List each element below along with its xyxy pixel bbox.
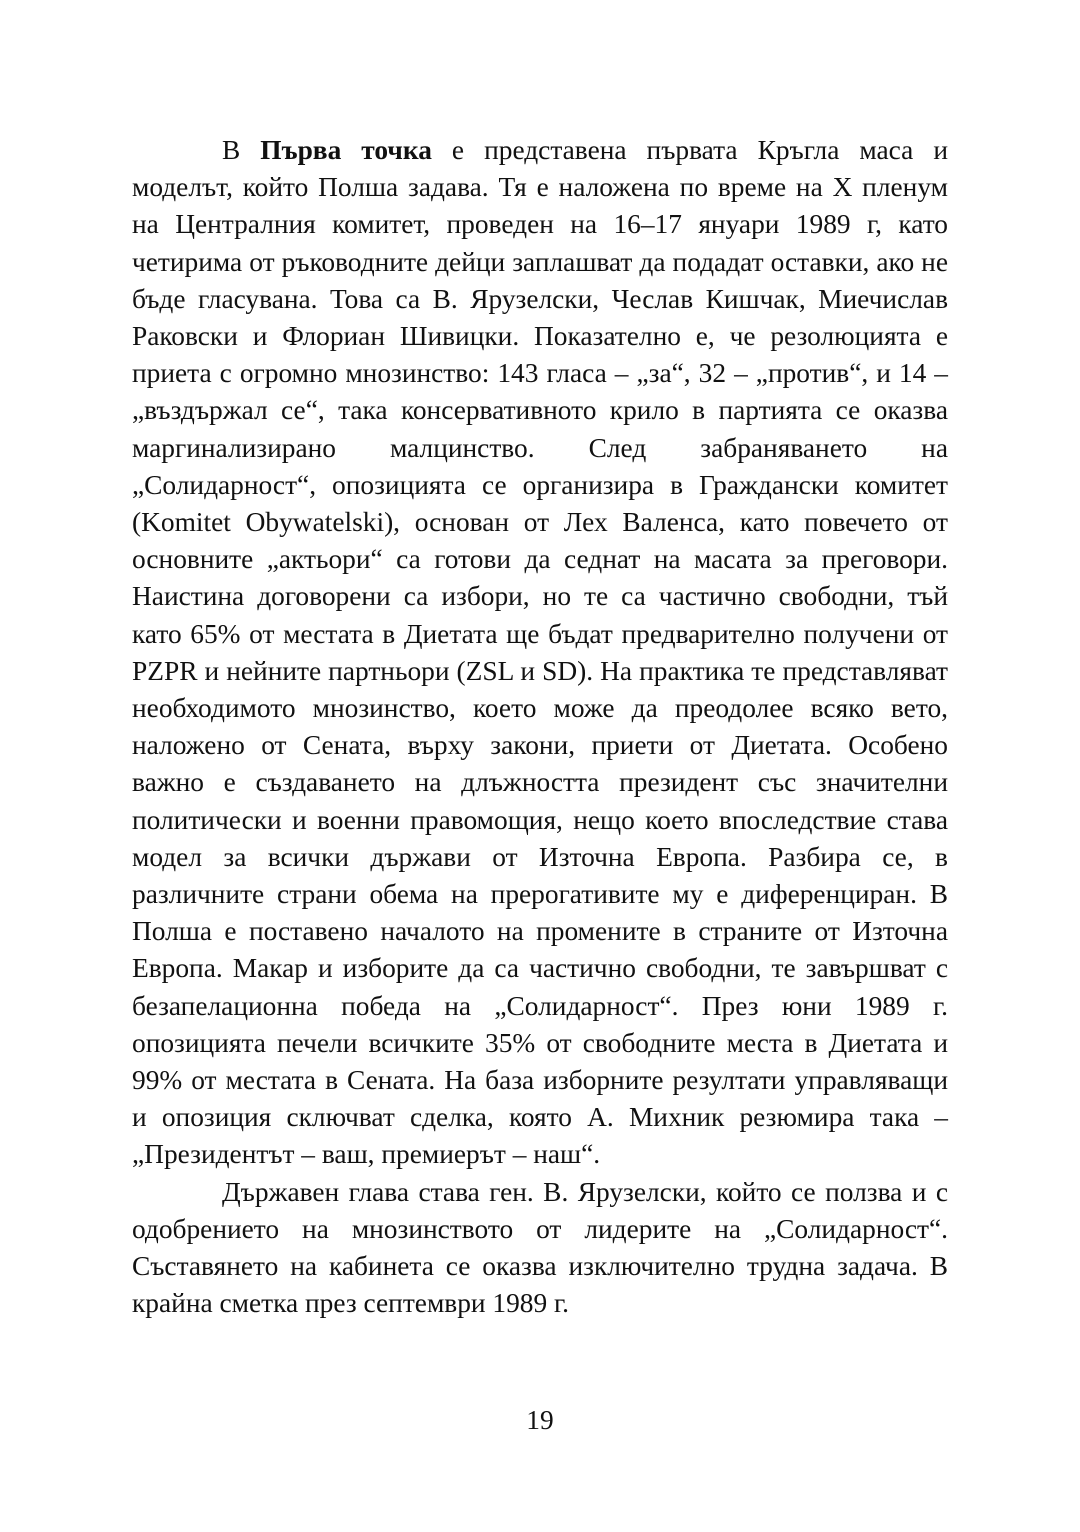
paragraph-1-bold-term: Първа точка [260,135,432,165]
page-number: 19 [526,1405,554,1435]
paragraph-1 [132,132,948,1174]
paragraph-1-intro: В [222,135,261,165]
paragraph-2 [132,1174,948,1323]
paragraph-1-text: е представена първата Кръгла маса и моделът, който Полша задава. Тя е наложена по време на X пленум на Централния комитет, проведен на 16–17 януари 1989 г, като четирима от ръководните дейци заплашват да подадат оставки, ако не бъде гласувана. Това са В. Ярузелски, Чеслав Кишчак, Миечислав Раковски и Флориан Шивицки. Показателно е, че резолюцията е приета с огромно мнозинство: 143 гласа – „за“, 32 – „против“, и 14 – „въздържал се“, така консервативното крило в партията се оказва маргинализирано малцинство. След забраняването на „Солидарност“, опозицията се организира в Граждански комитет (Komitet Obywatelski), основан от Лех Валенса, като повечето от основните „актьори“ са готови да седнат на масата за преговори. Наистина договорени са избори, но те са частично свободни, тъй като 65% от местата в Диетата ще бъдат предварително получени от PZPR и нейните партньори (ZSL и SD). На практика те представляват необходимото мнозинство, което може да преодолее всяко вето, наложено от Сената, върху закони, приети от Диетата. Особено важно е създаването на длъжността президент със значителни политически и военни правомощия, нещо което впоследствие става модел за всички държави от Източна Европа. Разбира се, в различните страни обема на прерогативите му е диференциран. В Полша е поставено началото на промените в страните от Източна Европа. Макар и изборите да са частично свободни, те завършват с безапелационна победа на „Солидарност“. През юни 1989 г. опозицията печели всичките 35% от свободните места в Диетата и 99% от местата в Сената. На база изборните резултати управляващи и опозиция сключват сделка, която А. Михник резюмира така – „Президентът – ваш, премиерът – наш“. [132,135,949,1170]
paragraph-2-text: Държавен глава става ген. В. Ярузелски, който се ползва и с одобрението на мнозинството от лидерите на „Солидарност“. Съставянето на кабинета се оказва изключително трудна задача. В крайна сметка през септември 1989 г. [132,1176,948,1319]
page-body [132,132,948,1323]
